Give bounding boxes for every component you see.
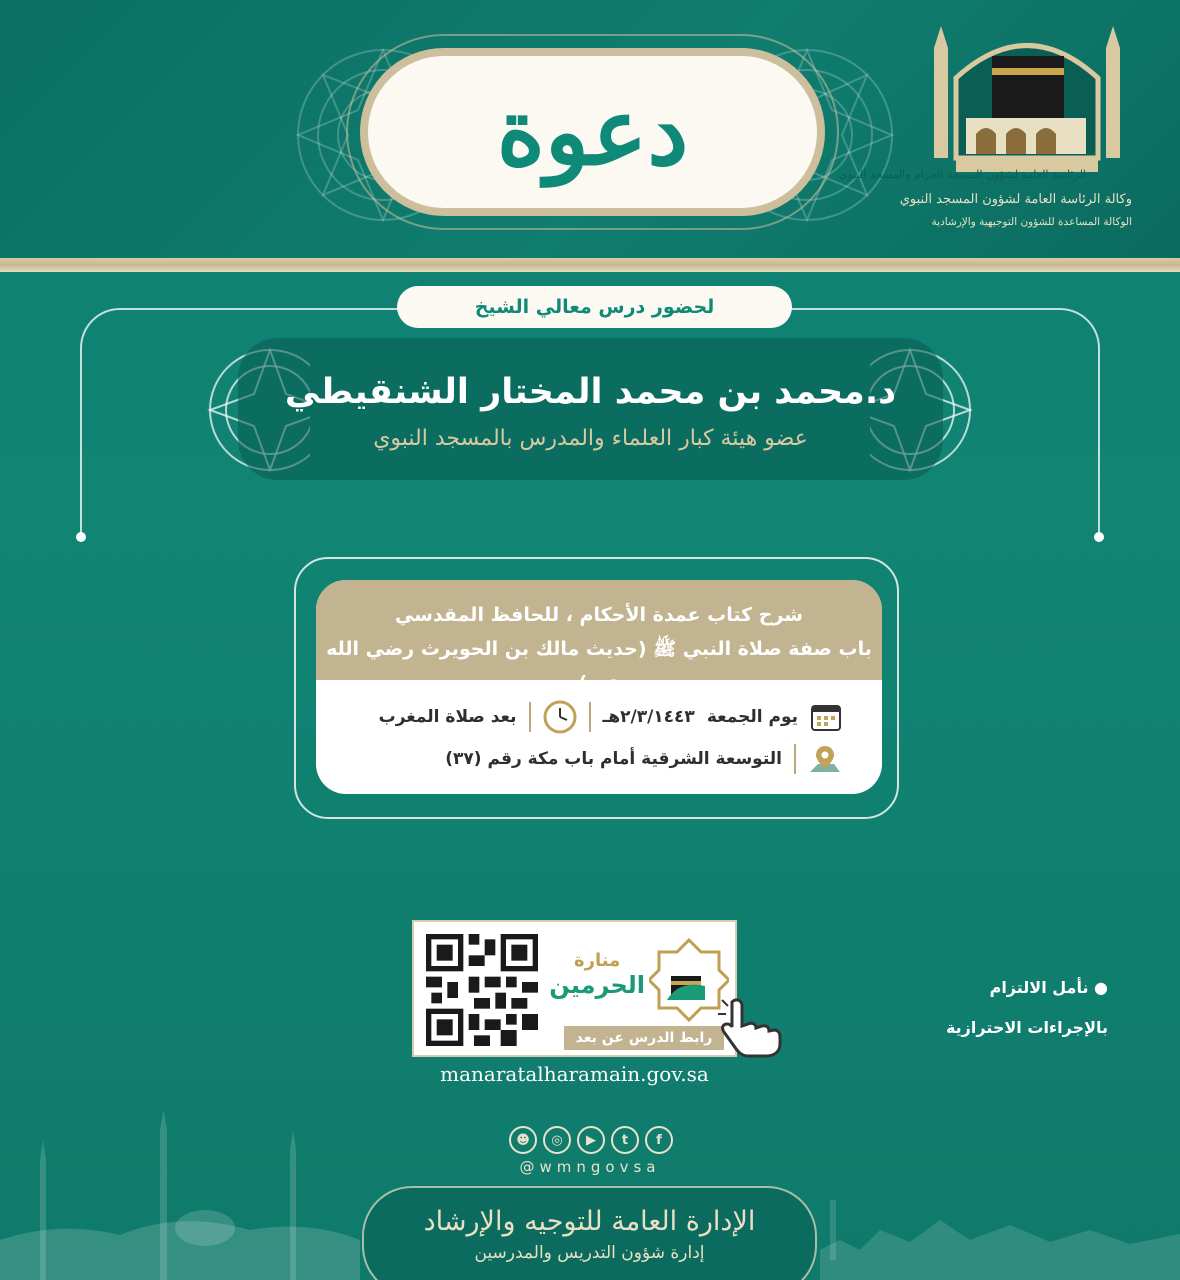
- frame-dot-left: [76, 532, 86, 542]
- social-links: [506, 1126, 676, 1154]
- qr-code-icon[interactable]: [426, 934, 538, 1046]
- lesson-location: التوسعة الشرقية أمام باب مكة رقم (٣٧): [445, 749, 782, 769]
- footer-department-box: [362, 1186, 817, 1280]
- sheikh-title: عضو هيئة كبار العلماء والمدرس بالمسجد النبوي: [373, 426, 808, 451]
- logo-line-3: الوكالة المساعدة للشؤون التوجيهية والإرشادية: [931, 216, 1132, 228]
- sheikh-info-box: [238, 338, 943, 480]
- gold-divider-band: [0, 258, 1180, 272]
- location-divider: [794, 744, 796, 774]
- manara-brand: [549, 950, 645, 999]
- manara-website-url[interactable]: manaratalharamain.gov.sa: [440, 1062, 709, 1086]
- note-line-2: بالإجراءات الاحترازية: [945, 1018, 1108, 1037]
- calendar-icon: [810, 702, 842, 732]
- lesson-time: بعد صلاة المغرب: [378, 707, 517, 727]
- schedule-divider-2: [529, 702, 531, 732]
- lesson-schedule-row: [379, 700, 842, 734]
- lesson-date: ٢/٣/١٤٤٣هـ: [602, 707, 695, 727]
- precaution-notes: [946, 968, 1108, 1048]
- pointing-hand-icon: [718, 996, 784, 1058]
- lesson-day: يوم الجمعة: [706, 707, 798, 727]
- logo-line-1: الرئاسة العامة لشؤون المسجد الحرام والمسجد النبوي: [838, 168, 1086, 181]
- manara-brand-big: الحرمين: [549, 971, 645, 999]
- lesson-header: [316, 580, 882, 694]
- note-text-1: نأمل الالتزام: [989, 978, 1089, 997]
- presidency-logo: [838, 18, 1146, 248]
- facebook-icon[interactable]: f: [645, 1126, 673, 1154]
- manara-logo-icon: [649, 936, 729, 1022]
- schedule-divider: [589, 702, 591, 732]
- social-handle[interactable]: @wmngovsa: [519, 1158, 661, 1176]
- footer-main-title: الإدارة العامة للتوجيه والإرشاد: [423, 1206, 756, 1237]
- sheikh-name: د.محمد بن محمد المختار الشنقيطي: [284, 372, 897, 412]
- lesson-card: [316, 580, 882, 794]
- logo-line-2: وكالة الرئاسة العامة لشؤون المسجد النبوي: [899, 192, 1132, 207]
- frame-dot-right: [1094, 532, 1104, 542]
- instagram-icon[interactable]: ◎: [543, 1126, 571, 1154]
- city-skyline-right: [820, 1170, 1180, 1280]
- location-pin-icon: [808, 742, 842, 776]
- manara-brand-small: منارة: [574, 950, 621, 971]
- remote-lesson-card[interactable]: [412, 920, 737, 1057]
- twitter-icon[interactable]: t: [611, 1126, 639, 1154]
- lesson-location-row: [445, 742, 842, 776]
- snapchat-icon[interactable]: ☻: [509, 1126, 537, 1154]
- note-line-1: ● نأمل الالتزام: [989, 978, 1108, 997]
- lesson-book: شرح كتاب عمدة الأحكام ، للحافظ المقدسي: [395, 604, 803, 626]
- remote-lesson-link[interactable]: رابط الدرس عن بعد: [564, 1026, 724, 1050]
- invitation-title: دعوة: [496, 78, 689, 186]
- header-band: [0, 0, 1180, 258]
- lesson-chapter: باب صفة صلاة النبي ﷺ (حديث مالك بن الحويرث رضي الله عنه): [326, 638, 872, 694]
- title-pill: [360, 48, 825, 216]
- kaaba-mosque-emblem-icon: [906, 18, 1146, 178]
- invitation-tab: لحضور درس معالي الشيخ: [397, 286, 792, 328]
- footer-subtitle: إدارة شؤون التدريس والمدرسين: [474, 1243, 705, 1263]
- mosque-skyline-left: [0, 1110, 360, 1280]
- youtube-icon[interactable]: ▶: [577, 1126, 605, 1154]
- clock-icon: [543, 700, 577, 734]
